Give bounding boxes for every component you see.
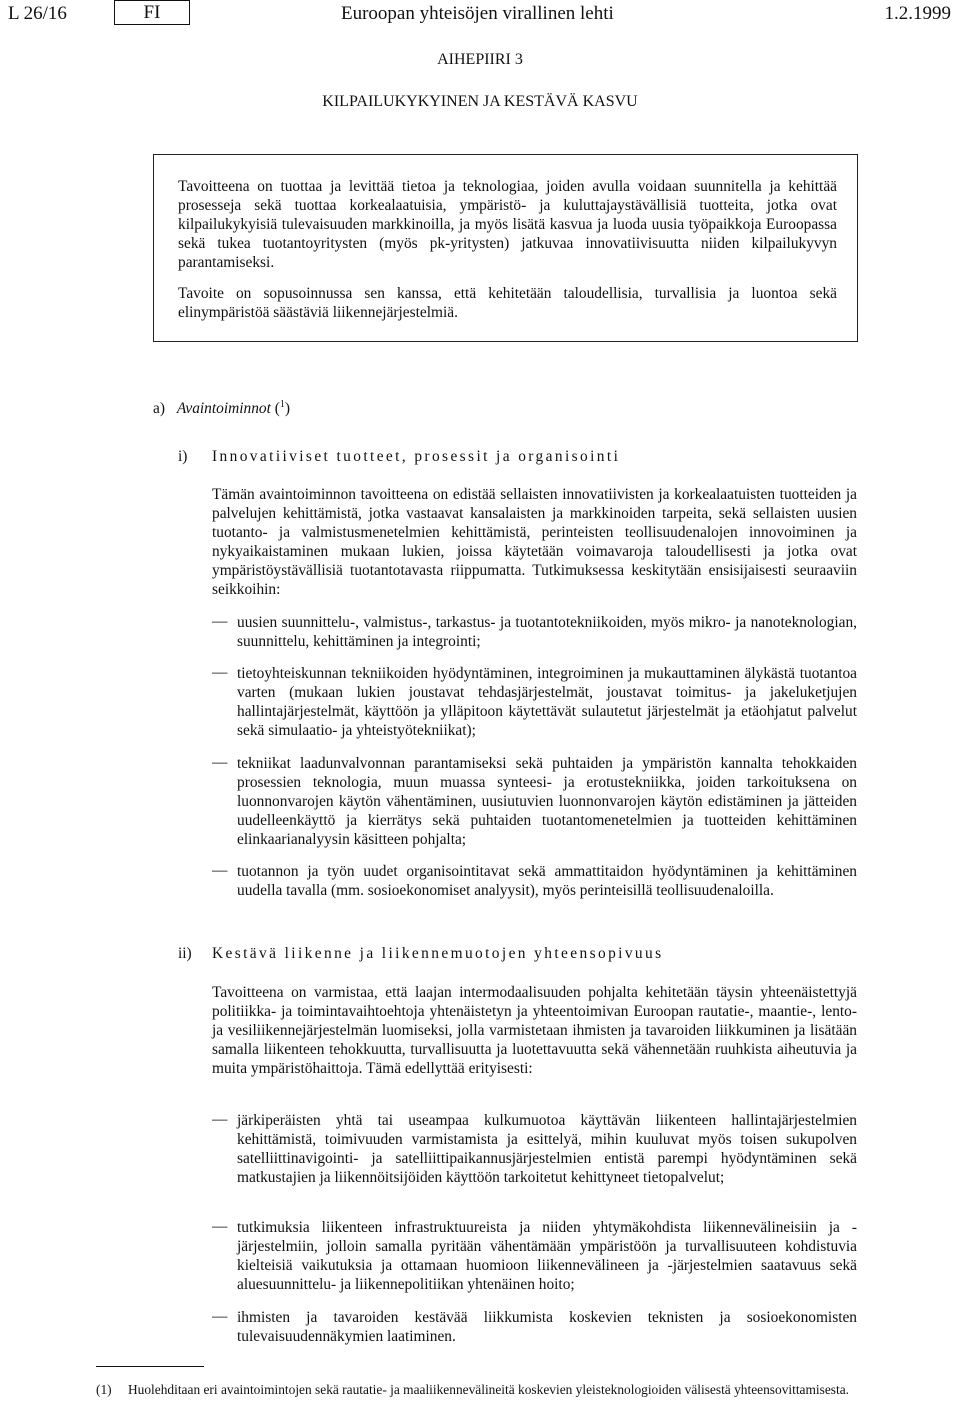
- footnote-number: (1): [96, 1382, 112, 1397]
- bullet-dash: —: [212, 754, 228, 771]
- item-title: Innovatiiviset tuotteet, prosessit ja organisointi: [212, 448, 621, 465]
- list-item: tekniikat laadunvalvonnan parantamiseksi sekä puhtaiden ja ympäristön kannalta tehokkaiden prosessien teknologia, muun muassa synteesi- ja erotustekniikka, joiden tarkoituksena on luonnonvarojen käytön vähentäminen, uusiutuvien luonnonvarojen käytön edistäminen ja jätteiden uudelleenkäyttö ja kierrätys sekä puhtaiden tuotantomenetelmien ja tuotteiden kehittäminen elinkaarianalyysin käsitteen pohjalta;: [237, 755, 857, 848]
- list-item: tutkimuksia liikenteen infrastruktuureista ja niiden yhtymäkohdista liikennevälineisiin ja -järjestelmiin, jolloin samalla pyritään vähentämään ympäristöön ja turvallisuuteen kohdistuvia kielteisiä vaikutuksia ja ottamaan huomioon liikennevälineen ja -järjestelmien saatavuus sekä aluesuunnittelu- ja liikennepolitiikan yhtenäinen hoito;: [237, 1219, 857, 1293]
- item-marker: i): [178, 448, 188, 465]
- page-reference: L 26/16: [8, 3, 67, 24]
- list-item: tietoyhteiskunnan tekniikoiden hyödyntäminen, integroiminen ja mukauttaminen älykästä tuotantoa varten (mukaan lukien joustavat tehdasjärjestelmät, joustavat toimitus- ja jakeluketjujen hallintajärjestelmät, käyttöön ja ylläpitoon käytettävät sulautetut järjestelmät ja etäohjatut palvelut sekä simulaatio- ja yhteistyötekniikat);: [237, 665, 857, 739]
- key-actions-heading: a) Avaintoiminnot ($^1$): [153, 398, 291, 417]
- section-label: AIHEPIIRI 3: [437, 51, 523, 68]
- objective-paragraph-1: Tavoitteena on tuottaa ja levittää tietoa ja teknologiaa, joiden avulla voidaan suunnitella ja kehittää prosesseja sekä tuottaa korkealaatuisia, ympäristö- ja kuluttajaystävällisiä tuotteita, jotka ovat kilpailukykyisiä tulevaisuuden markkinoilla, ja myös lisätä kasvua ja luoda uusia työpaikkoja Euroopassa sekä tukea tuotantoyritysten (myös pk-yritysten) jatkuvaa innovatiivisuutta niiden kilpailukyvyn parantamiseksi.: [178, 178, 837, 271]
- list-item: järkiperäisten yhtä tai useampaa kulkumuotoa käyttävän liikenteen hallintajärjestelmien kehittämistä, toimivuuden varmistamista ja esittelyä, mihin kuuluvat myös toisen sukupolven satelliittinavigointi- ja satelliittipaikannusjärjestelmien entistä parempi hyödyntäminen sekä matkustajien ja liikennöitsijöiden käyttöön tarkoitetut kehittyneet tietopalvelut;: [237, 1112, 857, 1186]
- issue-date: 1.2.1999: [884, 3, 951, 24]
- footnote-text: Huolehditaan eri avaintoimintojen sekä rautatie- ja maaliikennevälineitä koskevien yleisteknologioiden välisestä yhteensovittamisesta.: [128, 1382, 850, 1397]
- key-actions-marker: a): [153, 400, 165, 417]
- key-actions-title: Avaintoiminnot: [176, 400, 271, 417]
- bullet-dash: —: [212, 613, 228, 630]
- item-intro: Tavoitteena on varmistaa, että laajan intermodaalisuuden pohjalta kehitetään täysin yhteenäistettyjä politiikka- ja toimintavaihtoehtoja yhtenäistetyn ja yhteentoimivan Euroopan rautatie-, maantie-, lento- ja vesiliikennejärjestelmän luomiseksi, jolla varmistetaan ihmisten ja tavaroiden liikkuminen ja lisätään samalla liikenteen tehokkuutta, turvallisuutta ja luotettavuutta sekä vähennetään ruuhkista aiheutuvia ja muita ympäristöhaittoja. Tämä edellyttää erityisesti:: [212, 984, 857, 1077]
- journal-title: Euroopan yhteisöjen virallinen lehti: [341, 3, 614, 24]
- footnote: [96, 1381, 858, 1398]
- bullet-dash: —: [212, 1111, 228, 1128]
- bullet-dash: —: [212, 862, 228, 879]
- list-item: ihmisten ja tavaroiden kestävää liikkumista koskevien teknisten ja sosioekonomisten tulevaisuudennäkymien laatiminen.: [237, 1309, 857, 1345]
- list-item: uusien suunnittelu-, valmistus-, tarkastus- ja tuotantotekniikoiden, myös mikro- ja nanoteknologian, suunnittelu, kehittäminen ja integrointi;: [237, 614, 857, 650]
- bullet-dash: —: [212, 1308, 228, 1325]
- bullet-dash: —: [212, 664, 228, 681]
- item-intro: Tämän avaintoiminnon tavoitteena on edistää sellaisten innovatiivisten ja korkealaatuisten tuotteiden ja palvelujen kehittämistä, jotka vastaavat kansalaisten ja markkinoiden tarpeita, sekä sellaisten uusien tuotanto- ja valmistusmenetelmien kehittämistä, perinteisten teollisuudenalojen innovoiminen ja nykyaikaistaminen mukaan lukien, joissa käytetään voimavaroja taloudellisesti ja jotka ovat ympäristöystävällisiä tuotantotavasta riippumatta. Tutkimuksessa keskitytään ensisijaisesti seuraaviin seikkoihin:: [212, 486, 857, 598]
- item-title: Kestävä liikenne ja liikennemuotojen yhteensopivuus: [212, 945, 664, 962]
- section-title: KILPAILUKYKYINEN JA KESTÄVÄ KASVU: [322, 93, 638, 110]
- bullet-dash: —: [212, 1218, 228, 1235]
- list-item: tuotannon ja työn uudet organisointitavat sekä ammattitaidon hyödyntäminen ja kehittäminen uudella tavalla (mm. sosioekonomiset analyysit), myös perinteisillä teollisuudenaloilla.: [237, 863, 857, 899]
- language-code-box: FI: [114, 0, 190, 25]
- footnote-rule: [96, 1366, 204, 1367]
- item-marker: ii): [178, 945, 192, 962]
- objective-paragraph-2: Tavoite on sopusoinnussa sen kanssa, että kehitetään taloudellisia, turvallisia ja luontoa sekä elinympäristöä säästäviä liikennejärjestelmiä.: [178, 285, 837, 321]
- footnote-ref-marker: 1: [279, 398, 285, 410]
- objective-box: [153, 154, 858, 342]
